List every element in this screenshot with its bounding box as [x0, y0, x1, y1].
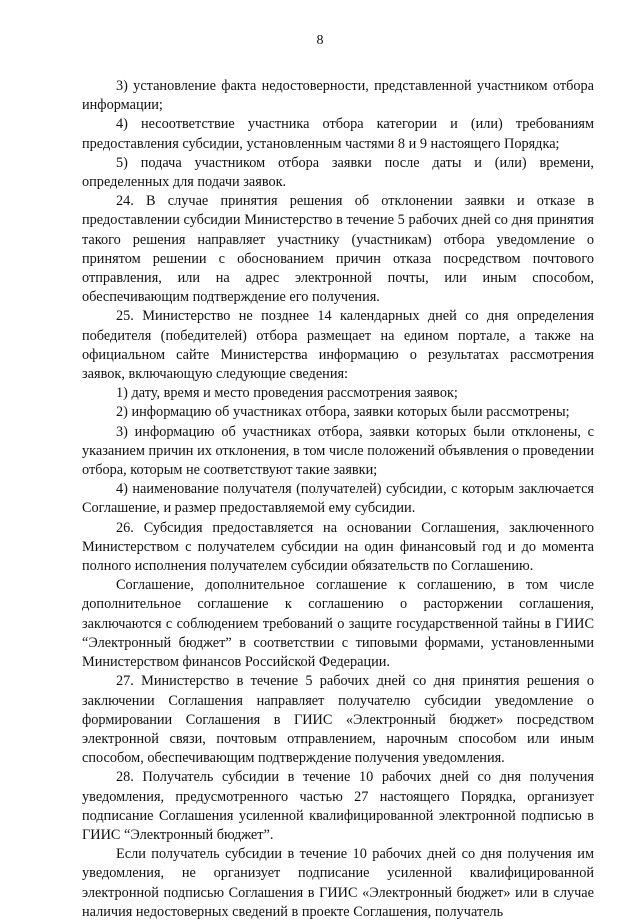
- paragraph: 4) наименование получателя (получателей) субсидии, с которым заключается Соглашение, и размер предоставляемой ему субсидии.: [82, 481, 594, 517]
- paragraph: Если получатель субсидии в течение 10 рабочих дней со дня получения им уведомления, не организует подписание усиленной квалифицированной электронной подписью Соглашения в ГИИС «Электронный бюджет» или в случае наличия недостоверных сведений в проекте Соглашения, получатель: [82, 846, 594, 920]
- paragraph: 5) подача участником отбора заявки после даты и (или) времени, определенных для подачи заявок.: [82, 154, 594, 191]
- paragraph: 26. Субсидия предоставляется на основании Соглашения, заключенного Министерством с получателем субсидии на один финансовый год и до момента полного исполнения получателем субсидии обязательств по Соглашению.: [82, 519, 594, 575]
- paragraph: 27. Министерство в течение 5 рабочих дней со дня принятия решения о заключении Соглашения направляет получателю субсидии уведомление о формировании Соглашения в ГИИС «Электронный бюджет» посредством электронной связи, почтовым отправлением, нарочным способом или иным способом, обеспечивающим подтверждение получения уведомления.: [82, 673, 594, 767]
- paragraph: 3) установление факта недостоверности, представленной участником отбора информации;: [82, 78, 594, 114]
- document-body: [82, 77, 594, 922]
- paragraph: 1) дату, время и место проведения рассмотрения заявок;: [116, 385, 458, 402]
- paragraph: Соглашение, дополнительное соглашение к соглашению, в том числе дополнительное соглашение к соглашению о расторжении соглашения, заключаются с соблюдением требований о защите государственной тайны в ГИИС “Электронный бюджет” в соответствии с типовыми формами, установленными Министерством финансов Российской Федерации.: [82, 577, 594, 671]
- paragraph: 25. Министерство не позднее 14 календарных дней со дня определения победителя (победителей) отбора размещает на едином портале, а также на официальном сайте Министерства информацию о результатах рассмотрения заявок, включающую следующие сведения:: [82, 308, 594, 383]
- paragraph: 3) информацию об участниках отбора, заявки которых были отклонены, с указанием причин их отклонения, в том числе положений объявления о проведении отбора, которым не соответствуют такие заявки;: [82, 423, 594, 479]
- paragraph: 2) информацию об участниках отбора, заявки которых были рассмотрены;: [116, 404, 570, 421]
- page-number: 8: [316, 33, 324, 48]
- paragraph: 28. Получатель субсидии в течение 10 рабочих дней со дня получения уведомления, предусмотренного частью 27 настоящего Порядка, организует подписание Соглашения усиленной квалифицированной электронной подписью в ГИИС “Электронный бюджет”.: [82, 769, 594, 843]
- paragraph: 4) несоответствие участника отбора категории и (или) требованиям предоставления субсидии, установленным частями 8 и 9 настоящего Порядка;: [82, 116, 594, 152]
- paragraph: 24. В случае принятия решения об отклонении заявки и отказе в предоставлении субсидии Министерство в течение 5 рабочих дней со дня принятия такого решения направляет участнику (участникам) отбора уведомление о принятом решении с обоснованием причин отказа посредством почтового отправления, или на адрес электронной почты, или иным способом, обеспечивающим подтверждение его получения.: [82, 193, 594, 306]
